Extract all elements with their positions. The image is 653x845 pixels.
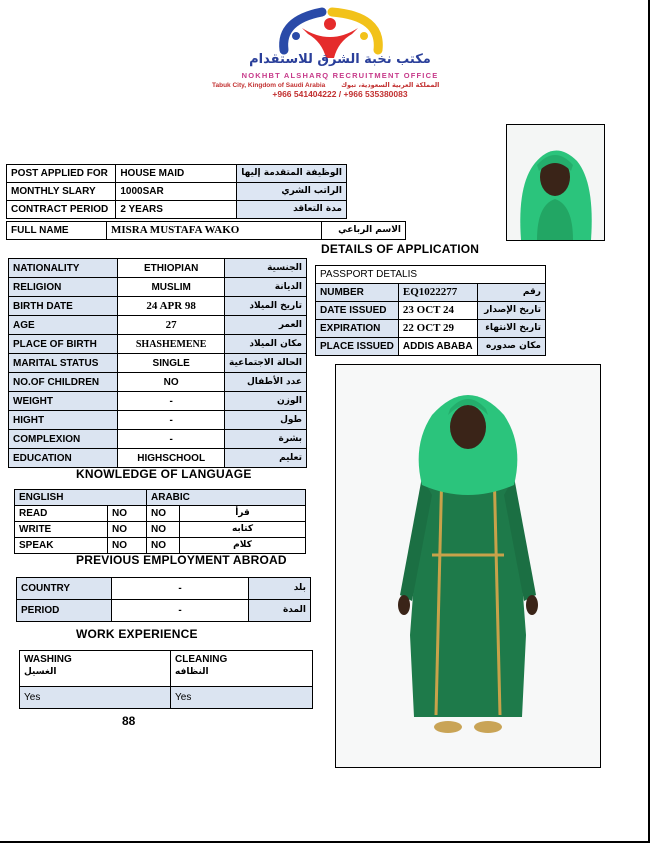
details-heading: DETAILS OF APPLICATION <box>321 242 480 256</box>
table-row <box>15 538 306 554</box>
table-row <box>316 338 546 356</box>
company-name-ar: مكتب نخبة الشرق للاستقدام <box>249 52 431 67</box>
table-row <box>9 354 307 373</box>
personal-label-ar: تعليم <box>225 449 307 468</box>
job-label: CONTRACT PERIOD <box>7 201 116 219</box>
table-row <box>9 278 307 297</box>
full-name-label-ar: الاسم الرباعي <box>322 222 406 240</box>
language-label-ar: قرأ <box>180 506 306 522</box>
table-row <box>9 373 307 392</box>
company-name-en: NOKHBT ALSHARQ RECRUITMENT OFFICE <box>241 71 439 80</box>
previous-label: COUNTRY <box>17 578 112 600</box>
passport-label-ar: مكان صدوره <box>477 338 545 356</box>
language-label: READ <box>15 506 108 522</box>
language-arabic-value: NO <box>147 538 180 554</box>
table-row <box>9 392 307 411</box>
table-row <box>15 490 306 506</box>
work-experience-table <box>19 650 313 709</box>
passport-label: EXPIRATION <box>316 320 399 338</box>
table-row <box>9 335 307 354</box>
table-row <box>15 522 306 538</box>
personal-label: MARITAL STATUS <box>9 354 118 373</box>
personal-label: EDUCATION <box>9 449 118 468</box>
personal-value: MUSLIM <box>118 278 225 297</box>
table-row <box>9 316 307 335</box>
personal-label-ar: الوزن <box>225 392 307 411</box>
previous-label-ar: بلد <box>249 578 311 600</box>
personal-label: NO.OF CHILDREN <box>9 373 118 392</box>
personal-value: ETHIOPIAN <box>118 259 225 278</box>
previous-employment-heading: PREVIOUS EMPLOYMENT ABROAD <box>76 553 287 567</box>
passport-label: PLACE ISSUED <box>316 338 399 356</box>
table-row <box>17 600 311 622</box>
table-row <box>9 297 307 316</box>
personal-value: SHASHEMENE <box>118 335 225 354</box>
work-item-value: Yes <box>171 687 313 709</box>
passport-value: EQ1022277 <box>398 284 477 302</box>
personal-label: PLACE OF BIRTH <box>9 335 118 354</box>
personal-value: - <box>118 392 225 411</box>
language-arabic-value: NO <box>147 506 180 522</box>
passport-label-ar: تاريخ الانتهاء <box>477 320 545 338</box>
language-english-value: NO <box>108 506 147 522</box>
personal-label-ar: عدد الأطفال <box>225 373 307 392</box>
work-item-value: Yes <box>20 687 171 709</box>
table-row <box>9 430 307 449</box>
language-heading: KNOWLEDGE OF LANGUAGE <box>76 467 252 481</box>
previous-employment-table <box>16 577 311 622</box>
job-table <box>6 164 347 219</box>
language-table <box>14 489 306 554</box>
personal-label: COMPLEXION <box>9 430 118 449</box>
passport-photo <box>506 124 605 241</box>
passport-table <box>315 265 546 356</box>
table-row <box>316 266 546 284</box>
personal-value: NO <box>118 373 225 392</box>
job-label: POST APPLIED FOR <box>7 165 116 183</box>
job-label-ar: الراتب الشري <box>237 183 347 201</box>
reference-number: 88 <box>122 714 136 728</box>
passport-label: NUMBER <box>316 284 399 302</box>
personal-label-ar: الديانة <box>225 278 307 297</box>
personal-table <box>8 258 307 468</box>
work-experience-heading: WORK EXPERIENCE <box>76 627 198 641</box>
personal-label-ar: الحالة الاجتماعية <box>225 354 307 373</box>
personal-label: AGE <box>9 316 118 335</box>
passport-value: 23 OCT 24 <box>398 302 477 320</box>
table-row <box>20 687 313 709</box>
full-name-value: MISRA MUSTAFA WAKO <box>107 222 322 240</box>
passport-label-ar: تاريخ الإصدار <box>477 302 545 320</box>
previous-value: - <box>112 600 249 622</box>
table-row <box>15 506 306 522</box>
personal-value: SINGLE <box>118 354 225 373</box>
table-row <box>9 449 307 468</box>
personal-value: 24 APR 98 <box>118 297 225 316</box>
personal-label-ar: الجنسية <box>225 259 307 278</box>
previous-label: PERIOD <box>17 600 112 622</box>
passport-title: PASSPORT DETALIS <box>316 266 546 284</box>
language-label: WRITE <box>15 522 108 538</box>
work-item-label: CLEANING <box>175 654 228 665</box>
personal-label: WEIGHT <box>9 392 118 411</box>
company-location-ar: المملكة العربية السعودية، تبوك <box>341 81 440 89</box>
work-item-label-ar: الغسيل <box>24 667 57 677</box>
table-row <box>9 411 307 430</box>
job-label: MONTHLY SLARY <box>7 183 116 201</box>
language-english-value: NO <box>108 522 147 538</box>
table-row <box>7 183 347 201</box>
language-col-english: ENGLISH <box>15 490 147 506</box>
full-name-label: FULL NAME <box>7 222 107 240</box>
language-col-arabic: ARABIC <box>147 490 306 506</box>
full-body-photo <box>335 364 601 768</box>
job-value: HOUSE MAID <box>116 165 237 183</box>
table-row <box>316 320 546 338</box>
work-item <box>171 651 313 687</box>
table-row <box>20 651 313 687</box>
personal-label-ar: مكان الميلاد <box>225 335 307 354</box>
job-value: 1000SAR <box>116 183 237 201</box>
previous-label-ar: المدة <box>249 600 311 622</box>
job-label-ar: مدة التعاقد <box>237 201 347 219</box>
language-label-ar: كلام <box>180 538 306 554</box>
language-arabic-value: NO <box>147 522 180 538</box>
job-value: 2 YEARS <box>116 201 237 219</box>
table-row <box>7 165 347 183</box>
company-phones: +966 541404222 / +966 535380083 <box>272 89 408 99</box>
language-label-ar: كتابه <box>180 522 306 538</box>
passport-label: DATE ISSUED <box>316 302 399 320</box>
table-row <box>316 302 546 320</box>
personal-value: - <box>118 430 225 449</box>
job-label-ar: الوظيفة المتقدمة إليها <box>237 165 347 183</box>
passport-value: ADDIS ABABA <box>398 338 477 356</box>
work-item-label-ar: النظافه <box>175 667 209 677</box>
personal-label-ar: تاريخ الميلاد <box>225 297 307 316</box>
personal-value: HIGHSCHOOL <box>118 449 225 468</box>
work-item-label: WASHING <box>24 654 72 665</box>
table-row <box>7 201 347 219</box>
personal-label: HIGHT <box>9 411 118 430</box>
personal-label: BIRTH DATE <box>9 297 118 316</box>
table-row <box>17 578 311 600</box>
passport-value: 22 OCT 29 <box>398 320 477 338</box>
company-location-en: Tabuk City, Kingdom of Saudi Arabia <box>212 82 326 89</box>
table-row <box>9 259 307 278</box>
personal-label-ar: طول <box>225 411 307 430</box>
personal-label-ar: العمر <box>225 316 307 335</box>
personal-label-ar: بشرة <box>225 430 307 449</box>
previous-value: - <box>112 578 249 600</box>
full-name-table <box>6 221 406 240</box>
table-row <box>316 284 546 302</box>
personal-label: RELIGION <box>9 278 118 297</box>
language-english-value: NO <box>108 538 147 554</box>
language-label: SPEAK <box>15 538 108 554</box>
passport-label-ar: رقم <box>477 284 545 302</box>
table-row <box>7 222 406 240</box>
company-location <box>212 81 482 89</box>
work-item <box>20 651 171 687</box>
personal-value: 27 <box>118 316 225 335</box>
personal-label: NATIONALITY <box>9 259 118 278</box>
personal-value: - <box>118 411 225 430</box>
